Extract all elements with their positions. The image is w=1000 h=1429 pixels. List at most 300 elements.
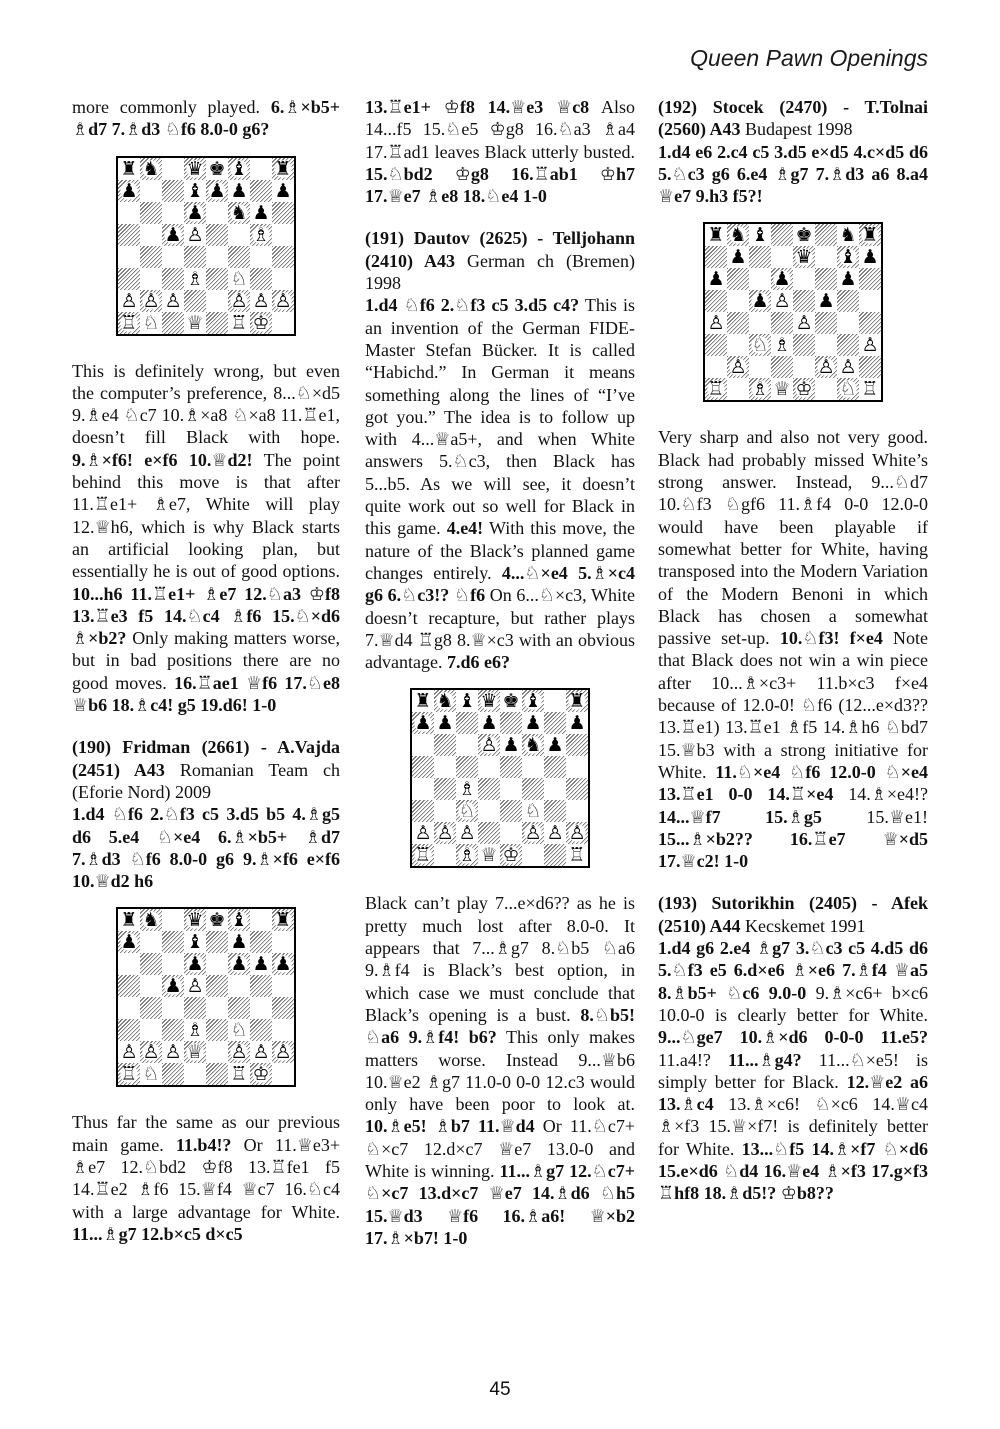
board-square [272,312,294,334]
board-square: ♖ [705,378,727,400]
board-square: ♚ [500,690,522,712]
board-square [140,246,162,268]
board-square: ♙ [434,822,456,844]
annotation-paragraph [365,294,635,673]
board-square [140,268,162,290]
annotation-paragraph [658,141,928,208]
board-square: ♙ [250,1041,272,1063]
board-square [162,1019,184,1041]
board-square: ♙ [771,290,793,312]
move-sequence: 15...♗×b2?? 16.♖e7 ♕×d5 17.♕c2! 1-0 [658,828,928,872]
board-square [272,997,294,1019]
board-square: ♙ [272,290,294,312]
board-square [206,1063,228,1085]
board-square: ♟ [815,290,837,312]
annotation-text: 11...♘×e5! is simply better for Black. [658,1049,928,1092]
board-square [727,312,749,334]
board-square: ♙ [705,312,727,334]
board-square [250,909,272,931]
board-square: ♗ [771,334,793,356]
board-square [771,246,793,268]
board-square [522,756,544,778]
board-square: ♝ [837,246,859,268]
board-square [705,246,727,268]
board-square [544,712,566,734]
board-square [272,246,294,268]
annotation-text: German ch (Bremen) 1998 [365,250,635,294]
chess-diagram [703,222,883,402]
board-square: ♞ [727,224,749,246]
board-square: ♜ [859,224,881,246]
board-square: ♞ [837,224,859,246]
board-square: ♜ [272,909,294,931]
board-square [412,800,434,822]
board-square: ♙ [727,356,749,378]
board-square: ♖ [566,844,588,866]
annotation-text: 14.♗×e4!? [833,784,928,805]
text-column-middle [365,96,635,1249]
running-head: Queen Pawn Openings [690,45,928,71]
board-square: ♙ [566,822,588,844]
move-sequence: 1.d4 ♘f6 2.♘f3 c5 3.d5 c4? [365,295,580,316]
board-square: ♔ [500,844,522,866]
board-square: ♝ [749,224,771,246]
board-square: ♘ [228,1019,250,1041]
board-square [162,997,184,1019]
board-square: ♗ [456,844,478,866]
board-square: ♕ [184,1041,206,1063]
board-square [272,931,294,953]
annotation-text: Kecskemet 1991 [740,915,866,936]
board-square: ♟ [749,290,771,312]
board-square [815,268,837,290]
annotation-text: Thus far the same as our previous main game. [72,1112,340,1155]
game-heading [658,96,928,141]
board-square [140,224,162,246]
move-sequence: 6.♗×b5+ ♗d7 7.♗d3 ♘f6 8.0-0 g6? [72,97,340,140]
board-square: ♙ [522,822,544,844]
board-square: ♙ [184,975,206,997]
board-square: ♟ [544,734,566,756]
board-square [749,312,771,334]
board-square [162,246,184,268]
board-square: ♜ [272,158,294,180]
board-square [250,975,272,997]
board-square: ♖ [118,1063,140,1085]
board-square [837,334,859,356]
board-square [522,778,544,800]
annotation-paragraph [658,937,928,1205]
board-square: ♛ [184,909,206,931]
board-square: ♜ [705,224,727,246]
annotation-paragraph [72,803,340,892]
chess-diagram [116,156,296,336]
board-square [434,778,456,800]
board-square [228,975,250,997]
board-square [544,756,566,778]
move-sequence: (193) Sutorikhin (2405) - Afek (2510) A44 [658,893,928,936]
board-square: ♟ [859,246,881,268]
annotation-text: 13.♗×c6! ♘×c6 14.♕c4 ♗×f3 15.♕×f7! is definitely better for White. [658,1094,928,1159]
board-square: ♙ [544,822,566,844]
move-sequence: (191) Dautov (2625) - Telljohann (2410) A43 [365,228,635,271]
board-square: ♗ [749,378,771,400]
board-square: ♚ [206,909,228,931]
board-square [118,953,140,975]
board-square [859,312,881,334]
board-square [566,734,588,756]
text-column-left [72,96,340,1245]
board-square [118,268,140,290]
board-square [206,1019,228,1041]
board-square: ♘ [456,800,478,822]
board-square [206,224,228,246]
board-square [206,1041,228,1063]
board-square [206,268,228,290]
board-square: ♙ [162,290,184,312]
board-square [206,202,228,224]
board-square: ♟ [118,180,140,202]
move-sequence: 11...♗g7 12.♘c7+ ♘×c7 13.d×c7 ♕e7 14.♗d6 ♘h5 15.♕d3 ♕f6 16.♗a6! ♕×b2 17.♗×b7! 1-0 [365,1160,635,1248]
board-square: ♟ [184,953,206,975]
board-square: ♞ [228,202,250,224]
board-square: ♟ [206,180,228,202]
board-square: ♚ [793,224,815,246]
board-square [771,356,793,378]
board-square [272,1063,294,1085]
board-square [705,334,727,356]
board-square: ♔ [793,378,815,400]
board-square [118,975,140,997]
board-square [705,290,727,312]
board-square: ♟ [250,202,272,224]
board-square [544,690,566,712]
board-square: ♝ [184,931,206,953]
board-square [162,312,184,334]
move-sequence: 10...h6 11.♖e1+ ♗e7 12.♘a3 ♔f8 13.♖e3 f5 14.♘c4 ♗f6 15.♘×d6 ♗×b2? [72,583,340,649]
annotation-paragraph [72,360,340,717]
board-square [544,844,566,866]
board-square: ♙ [162,1041,184,1063]
board-square [859,268,881,290]
board-square [815,224,837,246]
move-sequence: 14...♕f7 15.♗g5 [658,806,822,827]
board-square: ♗ [184,268,206,290]
board-square: ♖ [118,312,140,334]
board-square: ♘ [140,1063,162,1085]
board-square [162,180,184,202]
board-square [566,800,588,822]
board-square: ♕ [478,844,500,866]
annotation-paragraph [365,96,635,207]
board-square: ♟ [162,224,184,246]
board-square [228,246,250,268]
board-square: ♞ [140,909,162,931]
annotation-text: Or 11.♘c7+ ♘×c7 12.d×c7 ♕e7 13.0-0 and White is winning. [365,1116,635,1181]
move-sequence: 13.♖e1+ ♔f8 14.♕e3 ♕c8 [365,97,590,117]
board-square [206,246,228,268]
annotation-text: more commonly played. [72,97,271,117]
annotation-text: 9.♗×c6+ b×c6 10.0-0 is clearly better for White. [658,982,928,1025]
board-square [140,997,162,1019]
move-sequence: 9...♘ge7 10.♗×d6 0-0-0 11.e5? [658,1027,928,1048]
board-square [162,158,184,180]
board-square: ♙ [250,290,272,312]
board-square: ♗ [456,778,478,800]
board-square [250,997,272,1019]
board-square [140,1019,162,1041]
annotation-paragraph [72,96,340,141]
text-column-right [658,96,928,1205]
board-square [500,822,522,844]
board-square [206,931,228,953]
move-sequence: 4.e4! [446,518,484,539]
board-square [272,202,294,224]
board-square: ♟ [522,712,544,734]
board-square: ♝ [456,690,478,712]
move-sequence: (192) Stocek (2470) - T.Tolnai (2560) A43 [658,97,928,140]
board-square: ♝ [228,158,250,180]
board-square [272,1019,294,1041]
board-square: ♙ [859,334,881,356]
board-square [250,158,272,180]
annotation-text: Only making matters worse, but in bad positions there are no good moves. [72,628,340,693]
board-square: ♟ [272,953,294,975]
annotation-text: On 6...♘×c3, White doesn’t recapture, but rather plays 7.♕d4 ♖g8 8.♕×c3 with an obvious advantage. [365,585,635,673]
board-square [118,246,140,268]
board-square [859,290,881,312]
board-square: ♛ [793,246,815,268]
board-square [793,290,815,312]
board-square: ♞ [434,690,456,712]
board-square: ♜ [118,909,140,931]
board-square: ♘ [140,312,162,334]
move-sequence: 8.♘b5! ♘a6 9.♗f4! b6? [365,1004,635,1048]
annotation-text: Romanian Team ch (Eforie Nord) 2009 [72,759,340,802]
board-square: ♘ [749,334,771,356]
board-square [544,778,566,800]
board-square: ♙ [140,1041,162,1063]
board-square: ♚ [206,158,228,180]
board-square [118,202,140,224]
chess-diagram [410,688,590,868]
annotation-text: This is an invention of the German FIDE-Master Stefan Bücker. It is called “Habichd.” In German it means something along the lines of “I’ve got you.” The idea is to follow up with 4...♕a5+, and when White answers 5.♘c3, then Black has 5...b5. As we will see, it doesn’t quite work out so well for Black in this game. [365,295,635,539]
board-square: ♙ [478,734,500,756]
board-square [250,931,272,953]
board-square [727,378,749,400]
board-square [250,246,272,268]
board-square: ♖ [228,1063,250,1085]
board-square [771,312,793,334]
board-square: ♙ [228,1041,250,1063]
board-square [272,224,294,246]
annotation-text: Very sharp and also not very good. Black had probably missed White’s strong answer. Instead, 9...♘d7 10.♘f3 ♘gf6 11.♗f4 0-0 12.0-0 would have been playable if somewhat better for White, having transposed into the Modern Variation of the Modern Benoni in which Black has chosen a somewhat passive set-up. [658,427,928,649]
board-square [162,1063,184,1085]
board-square: ♖ [228,312,250,334]
board-square: ♟ [184,202,206,224]
annotation-text: Budapest 1998 [740,119,853,140]
board-square [162,268,184,290]
move-sequence: 1.d4 ♘f6 2.♘f3 c5 3.d5 b5 4.♗g5 d6 5.e4 ♘×e4 6.♗×b5+ ♗d7 7.♗d3 ♘f6 8.0-0 g6 9.♗×f6 e×f6 10.♕d2 h6 [72,804,340,892]
board-square: ♘ [228,268,250,290]
board-square [412,778,434,800]
board-square [184,246,206,268]
board-square: ♗ [250,224,272,246]
move-sequence: 10.♗e5! ♗b7 11.♕d4 [365,1116,535,1137]
board-square [434,844,456,866]
move-sequence: 13...♘f5 14.♗×f7 ♘×d6 15.e×d6 ♘d4 16.♕e4 ♗×f3 17.g×f3 ♖hf8 18.♗d5!? ♔b8?? [658,1138,928,1204]
board-square [859,356,881,378]
board-square: ♟ [118,931,140,953]
board-square [140,931,162,953]
annotation-text: Black can’t play 7...e×d6?? as he is pretty much lost after 8.0-0. It appears that 7...♗g7 8.♘b5 ♘a6 9.♗f4 is Black’s best option, in which case we must conclude that Black’s opening is a bust. [365,893,635,1025]
board-square [250,180,272,202]
board-square [837,312,859,334]
board-square: ♞ [140,158,162,180]
board-square [815,334,837,356]
board-square [162,953,184,975]
board-square [815,312,837,334]
chess-diagram [116,907,296,1087]
board-square: ♞ [522,734,544,756]
board-square [228,224,250,246]
move-sequence: 1.d4 e6 2.c4 c5 3.d5 e×d5 4.c×d5 d6 5.♘c3 g6 6.e4 ♗g7 7.♗d3 a6 8.a4 ♕e7 9.h3 f5?! [658,141,928,207]
annotation-paragraph [658,426,928,872]
board-square [118,997,140,1019]
board-square [478,800,500,822]
board-square [815,246,837,268]
board-square: ♙ [140,290,162,312]
annotation-text: Also 14...f5 15.♘e5 ♔g8 16.♘a3 ♗a4 17.♖ad1 leaves Black utterly busted. [365,97,636,162]
annotation-text: Or 11.♕e3+ ♗e7 12.♘bd2 ♔f8 13.♖fe1 f5 14.♖e2 ♗f6 15.♕f4 ♕c7 16.♘c4 with a large advantage for White. [72,1134,340,1222]
board-square [478,756,500,778]
board-square [566,756,588,778]
board-square [837,290,859,312]
board-square: ♙ [412,822,434,844]
board-square: ♝ [228,909,250,931]
board-square [478,778,500,800]
board-square [184,290,206,312]
board-square: ♙ [272,1041,294,1063]
board-square [272,975,294,997]
board-square [140,180,162,202]
move-sequence: 11...♗g4? [727,1049,802,1070]
board-square: ♛ [184,158,206,180]
board-square: ♟ [272,180,294,202]
board-square: ♟ [228,180,250,202]
board-square [793,268,815,290]
move-sequence: 9.♗×f6! e×f6 10.♕d2! [72,449,253,470]
move-sequence: (190) Fridman (2661) - A.Vajda (2451) A43 [72,737,340,780]
board-square: ♟ [500,734,522,756]
board-square [162,931,184,953]
board-square [815,378,837,400]
board-square: ♟ [434,712,456,734]
board-square [412,756,434,778]
board-square [500,800,522,822]
board-square [727,290,749,312]
board-square [727,268,749,290]
board-square: ♙ [815,356,837,378]
board-square [456,734,478,756]
board-square: ♔ [250,312,272,334]
board-square [522,844,544,866]
move-sequence: 10.♘f3! f×e4 [779,628,883,649]
board-square [118,224,140,246]
board-square [140,953,162,975]
page-number: 45 [489,1379,511,1400]
board-square [727,334,749,356]
board-square: ♝ [184,180,206,202]
board-square [456,756,478,778]
annotation-text: This only makes matters worse. Instead 9...♕b6 10.♕e2 ♗g7 11.0-0 0-0 12.c3 would only have been poor to look at. [365,1027,635,1115]
move-sequence: 7.d6 e6? [446,652,510,673]
board-square [793,356,815,378]
board-square [705,356,727,378]
board-square [566,778,588,800]
board-square [272,268,294,290]
board-square: ♟ [837,268,859,290]
board-square: ♙ [837,356,859,378]
move-sequence: 11...♗g7 12.b×c5 d×c5 [72,1223,243,1244]
move-sequence: 11.♘×e4 ♘f6 12.0-0 ♘×e4 13.♖e1 0-0 14.♖×e4 [658,761,928,805]
board-square: ♟ [705,268,727,290]
board-square [434,756,456,778]
board-square: ♟ [162,975,184,997]
board-square: ♘ [837,378,859,400]
board-square: ♙ [118,290,140,312]
board-square: ♟ [228,931,250,953]
board-square: ♟ [478,712,500,734]
board-square: ♖ [412,844,434,866]
board-square [206,953,228,975]
move-sequence: 12.♕e2 a6 13.♗c4 [658,1071,928,1115]
board-square [140,975,162,997]
board-square [771,224,793,246]
board-square: ♙ [456,822,478,844]
game-heading [658,892,928,937]
game-heading [365,227,635,294]
board-square [749,246,771,268]
board-square: ♙ [793,312,815,334]
move-sequence: 16.♖ae1 ♕f6 17.♘e8 ♕b6 18.♗c4! g5 19.d6! 1-0 [72,672,340,716]
board-square [749,268,771,290]
board-square [434,734,456,756]
board-square [162,909,184,931]
board-square: ♛ [478,690,500,712]
board-square [544,800,566,822]
board-square: ♟ [566,712,588,734]
board-square [250,268,272,290]
annotation-paragraph [72,1111,340,1245]
board-square: ♟ [727,246,749,268]
board-square [140,202,162,224]
board-square [456,712,478,734]
annotation-paragraph [365,892,635,1249]
board-square [206,975,228,997]
board-square: ♕ [771,378,793,400]
board-square: ♝ [522,690,544,712]
board-square [118,1019,140,1041]
board-square [162,202,184,224]
board-square: ♗ [184,1019,206,1041]
board-square: ♖ [859,378,881,400]
board-square: ♕ [184,312,206,334]
board-square: ♟ [250,953,272,975]
board-square: ♘ [522,800,544,822]
board-square: ♜ [412,690,434,712]
board-square [206,290,228,312]
